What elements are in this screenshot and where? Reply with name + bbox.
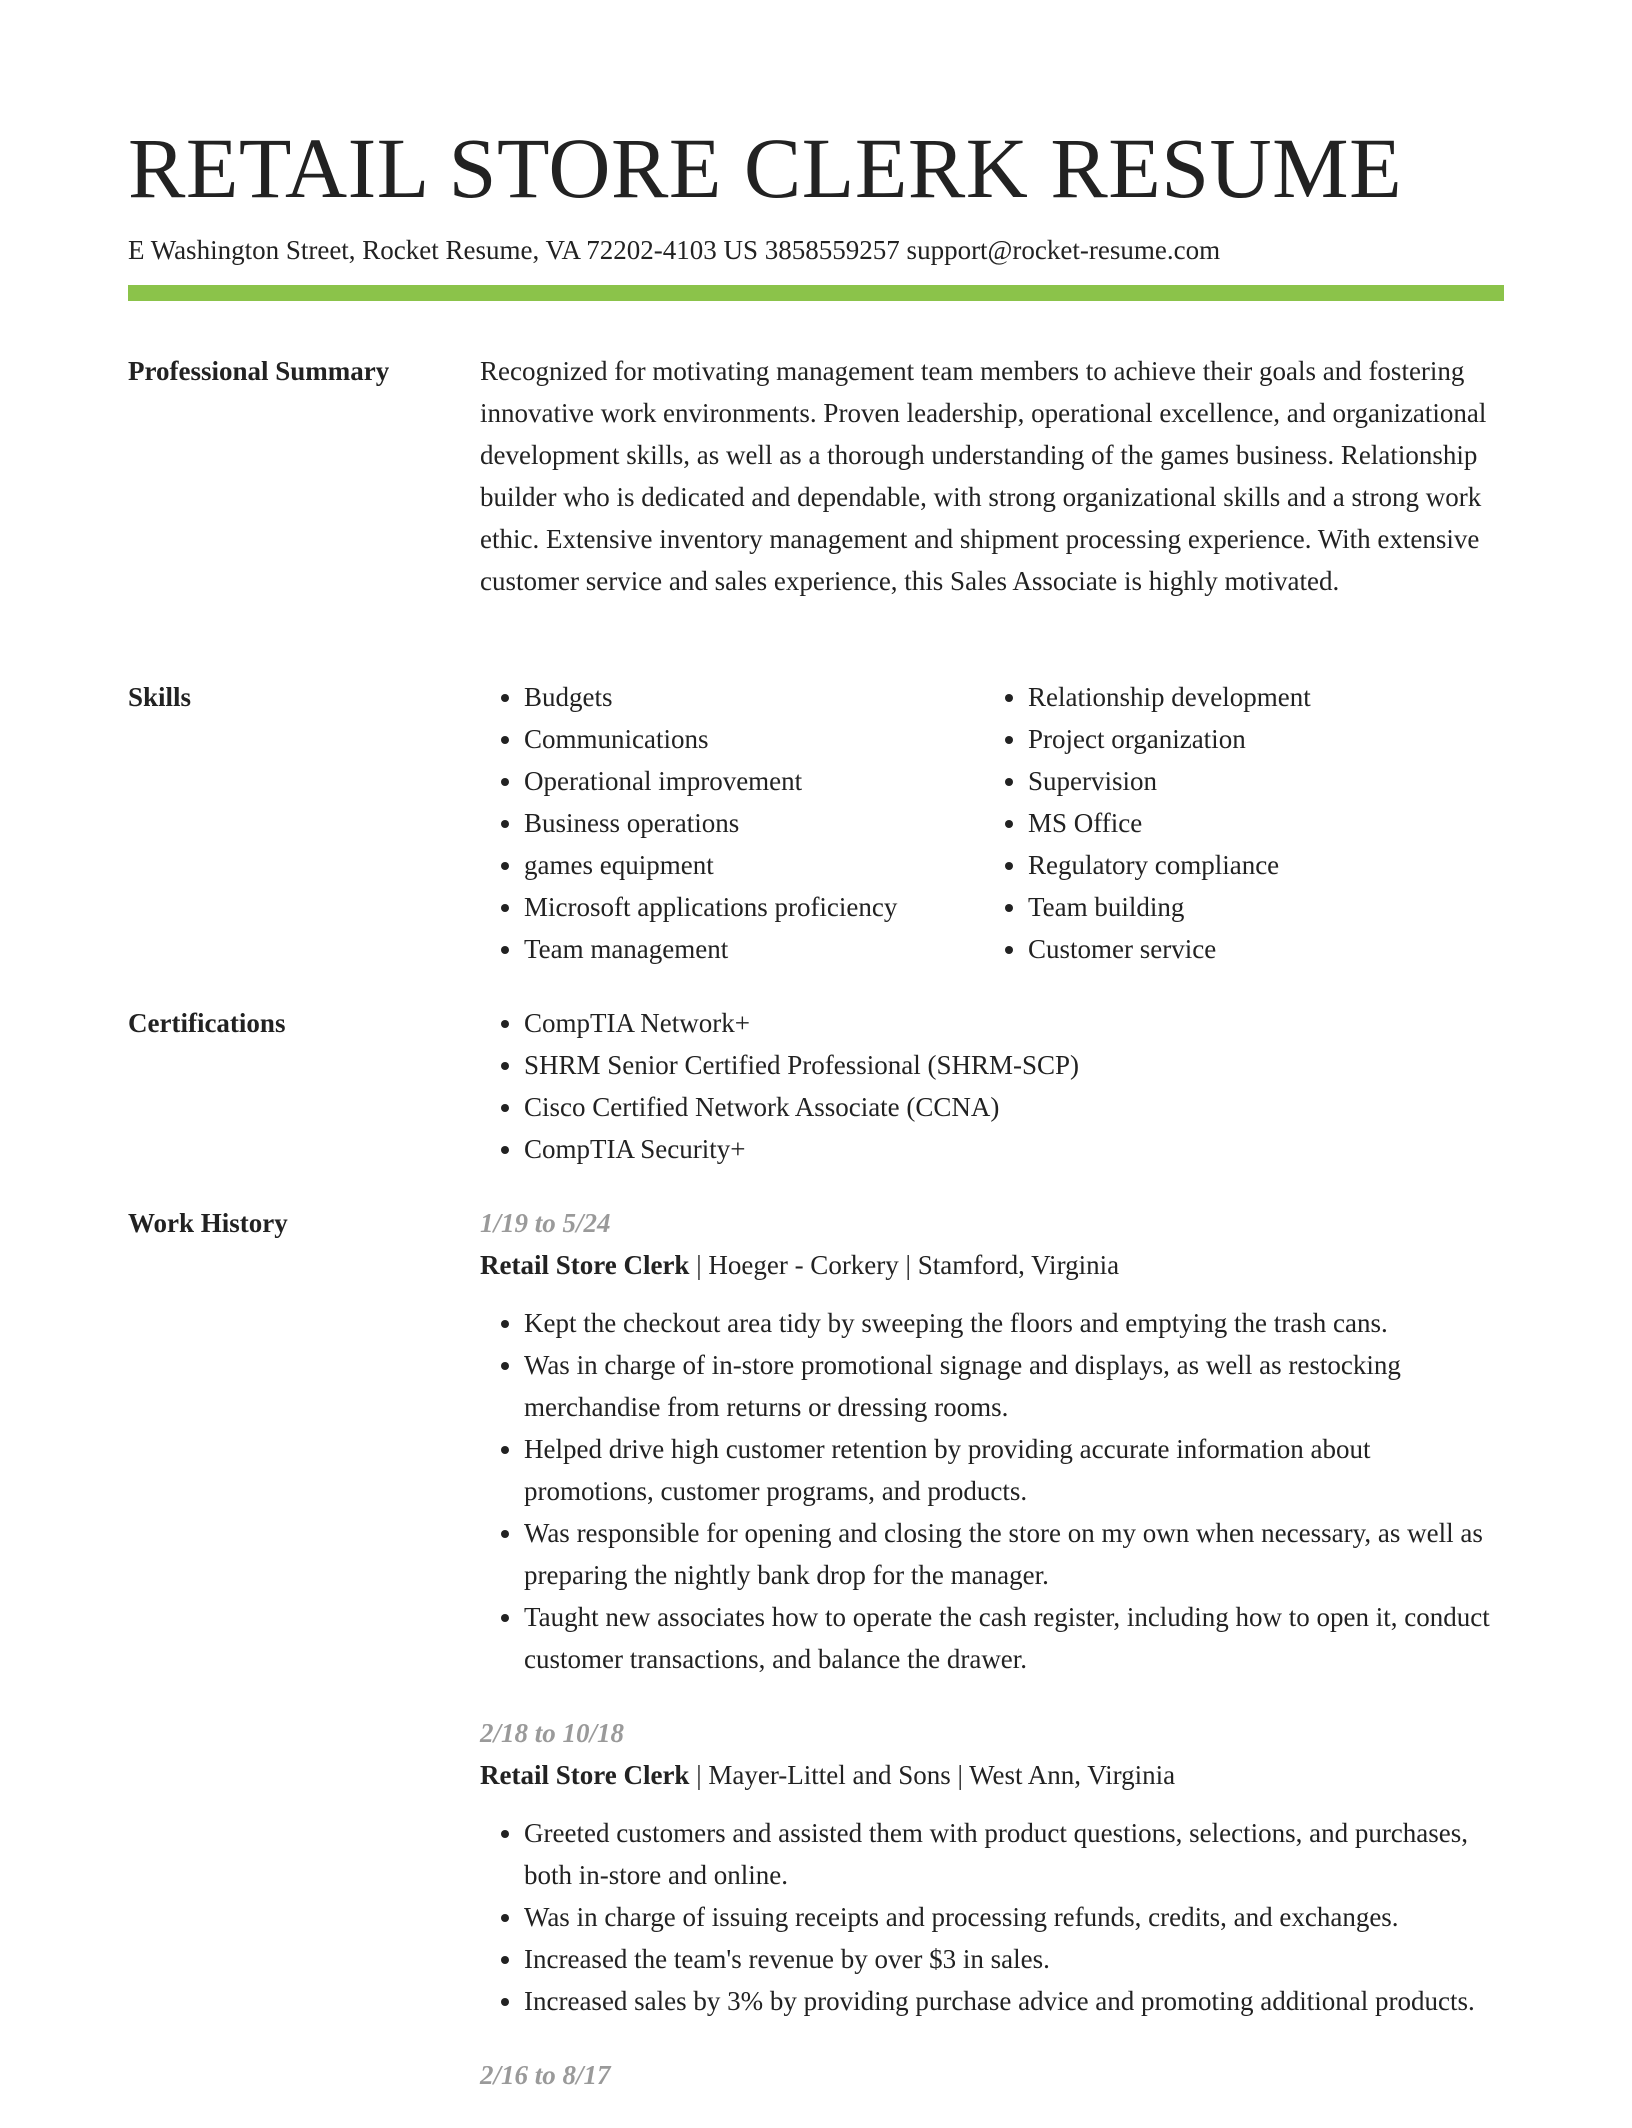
job-bullets [480,1302,1504,1680]
work-history-label: Work History [128,1208,288,1238]
skill-item: • Regulatory compliance [1028,844,1488,886]
skill-item: • Relationship development [1028,676,1488,718]
skill-item: • Supervision [1028,760,1488,802]
skill-item: • Customer service [1028,928,1488,970]
skill-item: • Team management [524,928,984,970]
skills-columns [480,676,1504,970]
job-bullet: • Kept the checkout area tidy by sweeping the floors and emptying the trash cans. [524,1302,1504,1344]
job-bullet: • Was in charge of in-store promotional signage and displays, as well as restocking merchandise from returns or dressing rooms. [524,1344,1504,1428]
certification-item: • CompTIA Network+ [524,1002,1504,1044]
job-dates: 2/16 to 8/17 [480,2060,611,2090]
skill-item: • Project organization [1028,718,1488,760]
job-dates: 1/19 to 5/24 [480,1208,611,1238]
job-bullet: • Greeted customers and assisted them with product questions, selections, and purchases, both in-store and online. [524,1812,1504,1896]
skill-item: • Operational improvement [524,760,984,802]
certifications-list [480,1002,1504,1170]
job-entry [480,2054,1504,2096]
job-bullet: • Increased the team's revenue by over $3 in sales. [524,1938,1504,1980]
job-entry [480,1712,1504,2022]
job-bullet: • Was in charge of issuing receipts and processing refunds, credits, and exchanges. [524,1896,1504,1938]
skills-label: Skills [128,682,192,712]
job-bullet: • Was responsible for opening and closing the store on my own when necessary, as well as preparing the nightly bank drop for the manager. [524,1512,1504,1596]
work-history-body [480,1202,1504,2128]
job-heading [480,1244,1504,1286]
certification-item: • Cisco Certified Network Associate (CCNA) [524,1086,1504,1128]
contact-line: E Washington Street, Rocket Resume, VA 72202-4103 US 3858559257 support@rocket-resume.com [128,235,1221,265]
skill-item: • Business operations [524,802,984,844]
job-details: | Mayer-Littel and Sons | West Ann, Virginia [689,1760,1176,1790]
certifications-label: Certifications [128,1008,286,1038]
summary-text: Recognized for motivating management team members to achieve their goals and fostering innovative work environments. Proven leadership, operational excellence, and organizational development skills, as well as a thorough understanding of the games business. Relationship builder who is dedicated and dependable, with strong organizational skills and a strong work ethic. Extensive inventory management and shipment processing experience. With extensive customer service and sales experience, this Sales Associate is highly motivated. [480,356,1487,596]
job-bullets [480,1812,1504,2022]
accent-divider [128,285,1504,301]
job-bullet: • Helped drive high customer retention by providing accurate information about promotions, customer programs, and products. [524,1428,1504,1512]
job-title: Retail Store Clerk [480,1250,690,1280]
job-title: Retail Store Clerk [480,1760,690,1790]
job-entry [480,1202,1504,1680]
skill-item: • Budgets [524,676,984,718]
skills-list-right [984,676,1488,970]
skill-item: • Microsoft applications proficiency [524,886,984,928]
summary-body [480,350,1504,602]
certification-item: • CompTIA Security+ [524,1128,1504,1170]
skills-list-left [480,676,984,970]
skill-item: • Communications [524,718,984,760]
resume-title: RETAIL STORE CLERK RESUME [128,120,1403,216]
skill-item: • Team building [1028,886,1488,928]
job-bullet: • Increased sales by 3% by providing purchase advice and promoting additional products. [524,1980,1504,2022]
skill-item: • MS Office [1028,802,1488,844]
certification-item: • SHRM Senior Certified Professional (SHRM-SCP) [524,1044,1504,1086]
skills-column-left [480,676,984,970]
job-dates: 2/18 to 10/18 [480,1718,625,1748]
certifications-body [480,1002,1504,1170]
summary-label: Professional Summary [128,356,390,386]
skills-column-right [984,676,1488,970]
skill-item: • games equipment [524,844,984,886]
job-details: | Hoeger - Corkery | Stamford, Virginia [689,1250,1120,1280]
job-bullet: • Taught new associates how to operate the cash register, including how to open it, conduct customer transactions, and balance the drawer. [524,1596,1504,1680]
skills-body [480,676,1504,970]
job-heading [480,1754,1504,1796]
